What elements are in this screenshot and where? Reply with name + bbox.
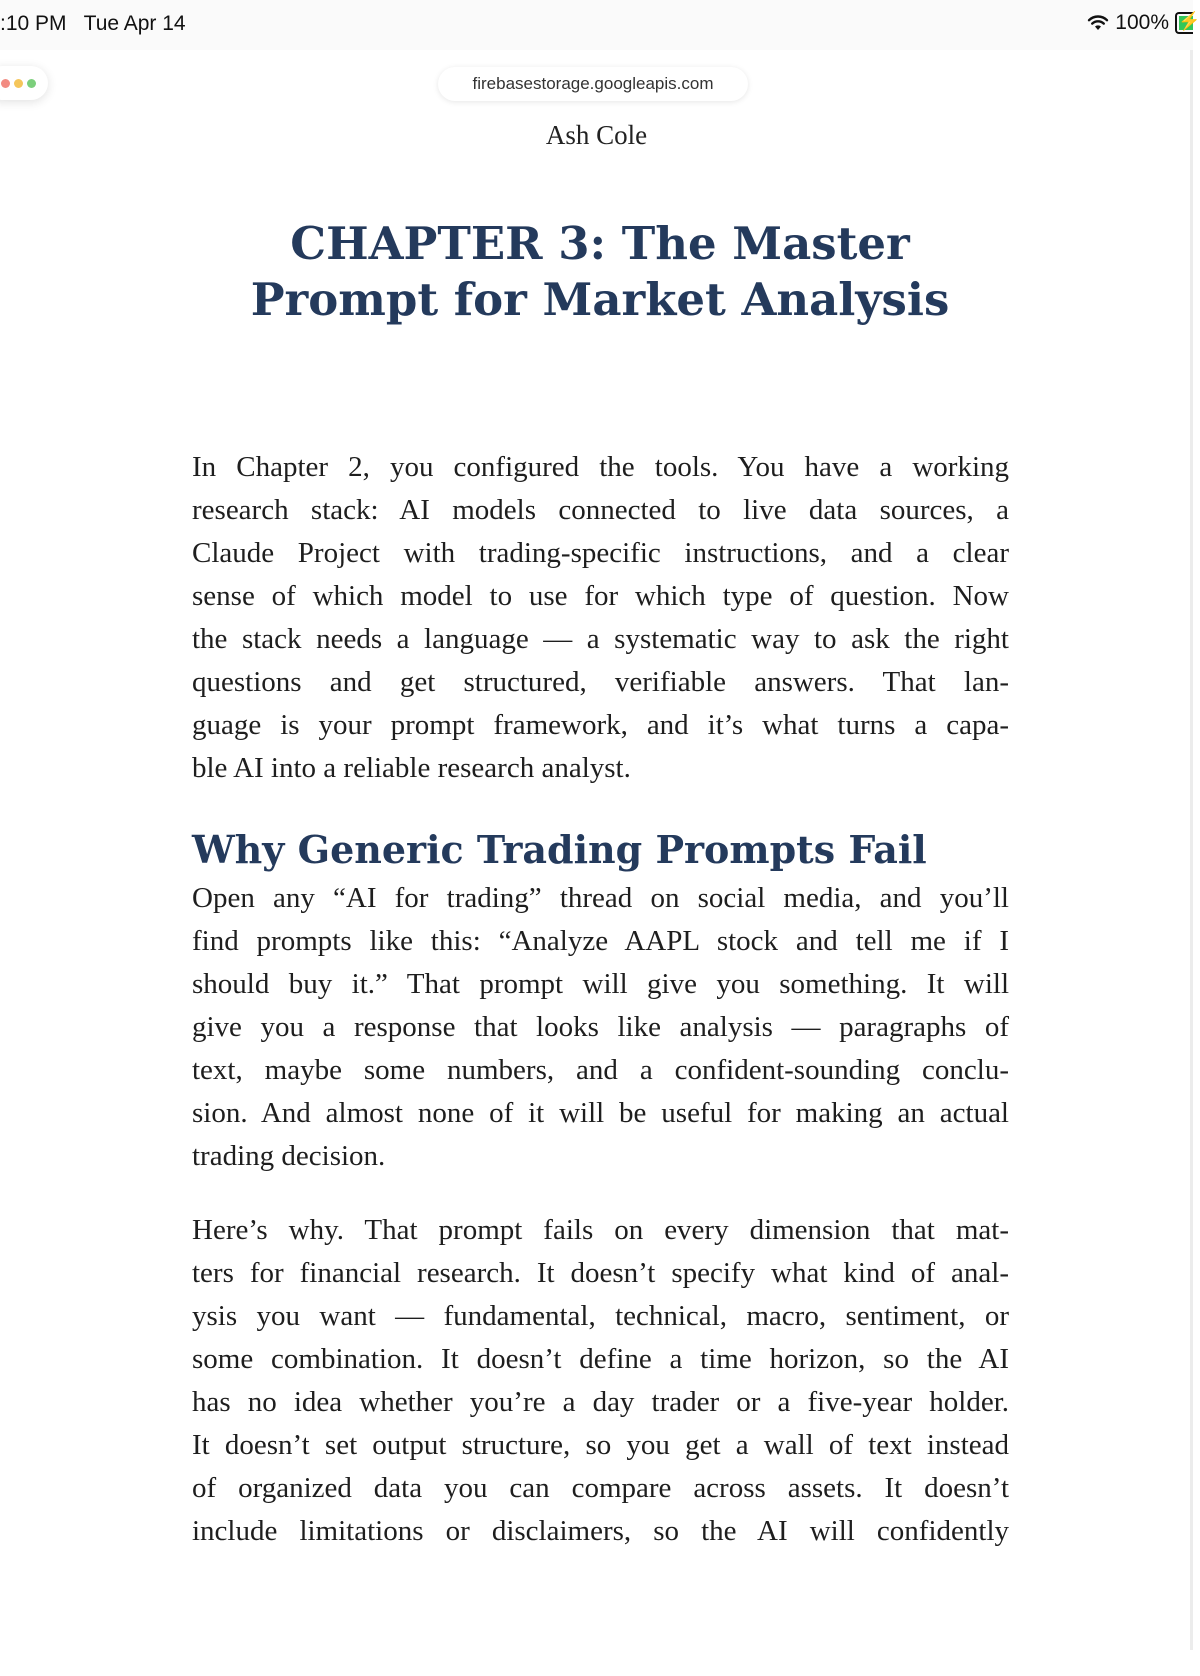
text-line: In Chapter 2, you configured the tools. You have a working bbox=[192, 451, 1009, 483]
chapter-title-line: Prompt for Market Analysis bbox=[250, 273, 950, 326]
text-line: give you a response that looks like analysis — paragraphs of bbox=[192, 1011, 1009, 1043]
text-line: guage is your prompt framework, and it’s what turns a capa- bbox=[192, 709, 1009, 741]
status-date: Tue Apr 14 bbox=[83, 12, 186, 35]
paragraph-generic-prompts bbox=[192, 877, 1009, 1178]
dot-red bbox=[1, 79, 10, 88]
text-line: the stack needs a language — a systematic way to ask the right bbox=[192, 623, 1009, 655]
text-line: It doesn’t set output structure, so you get a wall of text instead bbox=[192, 1429, 1009, 1461]
text-line: questions and get structured, verifiable answers. That lan- bbox=[192, 666, 1009, 698]
dot-green bbox=[27, 79, 36, 88]
battery-charging-icon: ⚡ bbox=[1175, 12, 1193, 34]
text-line: Claude Project with trading-specific instructions, and a clear bbox=[192, 537, 1009, 569]
text-line: sense of which model to use for which type of question. Now bbox=[192, 580, 1009, 612]
text-line: some combination. It doesn’t define a time horizon, so the AI bbox=[192, 1343, 1009, 1375]
text-line: of organized data you can compare across assets. It doesn’t bbox=[192, 1472, 1009, 1504]
running-header-author: Ash Cole bbox=[545, 120, 648, 150]
wifi-icon bbox=[1087, 14, 1109, 32]
dot-yellow bbox=[14, 79, 23, 88]
text-line: has no idea whether you’re a day trader or a five-year holder. bbox=[192, 1386, 1009, 1418]
chapter-title-line: CHAPTER 3: The Master bbox=[290, 217, 910, 270]
text-line: text, maybe some numbers, and a confident-sounding conclu- bbox=[192, 1054, 1009, 1086]
battery-percentage: 100% bbox=[1115, 11, 1169, 34]
paragraph-intro bbox=[192, 446, 1009, 790]
text-line: Open any “AI for trading” thread on social media, and you’ll bbox=[192, 882, 1009, 914]
text-line: trading decision. bbox=[192, 1140, 386, 1172]
status-bar bbox=[0, 0, 1200, 50]
text-line: ysis you want — fundamental, technical, macro, sentiment, or bbox=[192, 1300, 1009, 1332]
text-line: find prompts like this: “Analyze AAPL stock and tell me if I bbox=[192, 925, 1009, 957]
status-time: :10 PM bbox=[0, 12, 67, 35]
status-time-date bbox=[0, 12, 186, 36]
text-line: research stack: AI models connected to live data sources, a bbox=[192, 494, 1009, 526]
status-indicators bbox=[1087, 11, 1200, 35]
address-bar[interactable]: firebasestorage.googleapis.com bbox=[438, 67, 748, 101]
section-heading: Why Generic Trading Prompts Fail bbox=[192, 827, 927, 872]
text-line: should buy it.” That prompt will give you something. It will bbox=[192, 968, 1009, 1000]
scroll-track bbox=[1190, 50, 1193, 1650]
chapter-title bbox=[200, 216, 1000, 328]
window-dots-icon[interactable] bbox=[0, 66, 48, 100]
text-line: ble AI into a reliable research analyst. bbox=[192, 752, 631, 784]
text-line: ters for financial research. It doesn’t specify what kind of anal- bbox=[192, 1257, 1009, 1289]
paragraph-why-fails bbox=[192, 1209, 1009, 1553]
text-line: Here’s why. That prompt fails on every dimension that mat- bbox=[192, 1214, 1009, 1246]
text-line: sion. And almost none of it will be useful for making an actual bbox=[192, 1097, 1009, 1129]
text-line: include limitations or disclaimers, so the AI will confidently bbox=[192, 1515, 1009, 1547]
